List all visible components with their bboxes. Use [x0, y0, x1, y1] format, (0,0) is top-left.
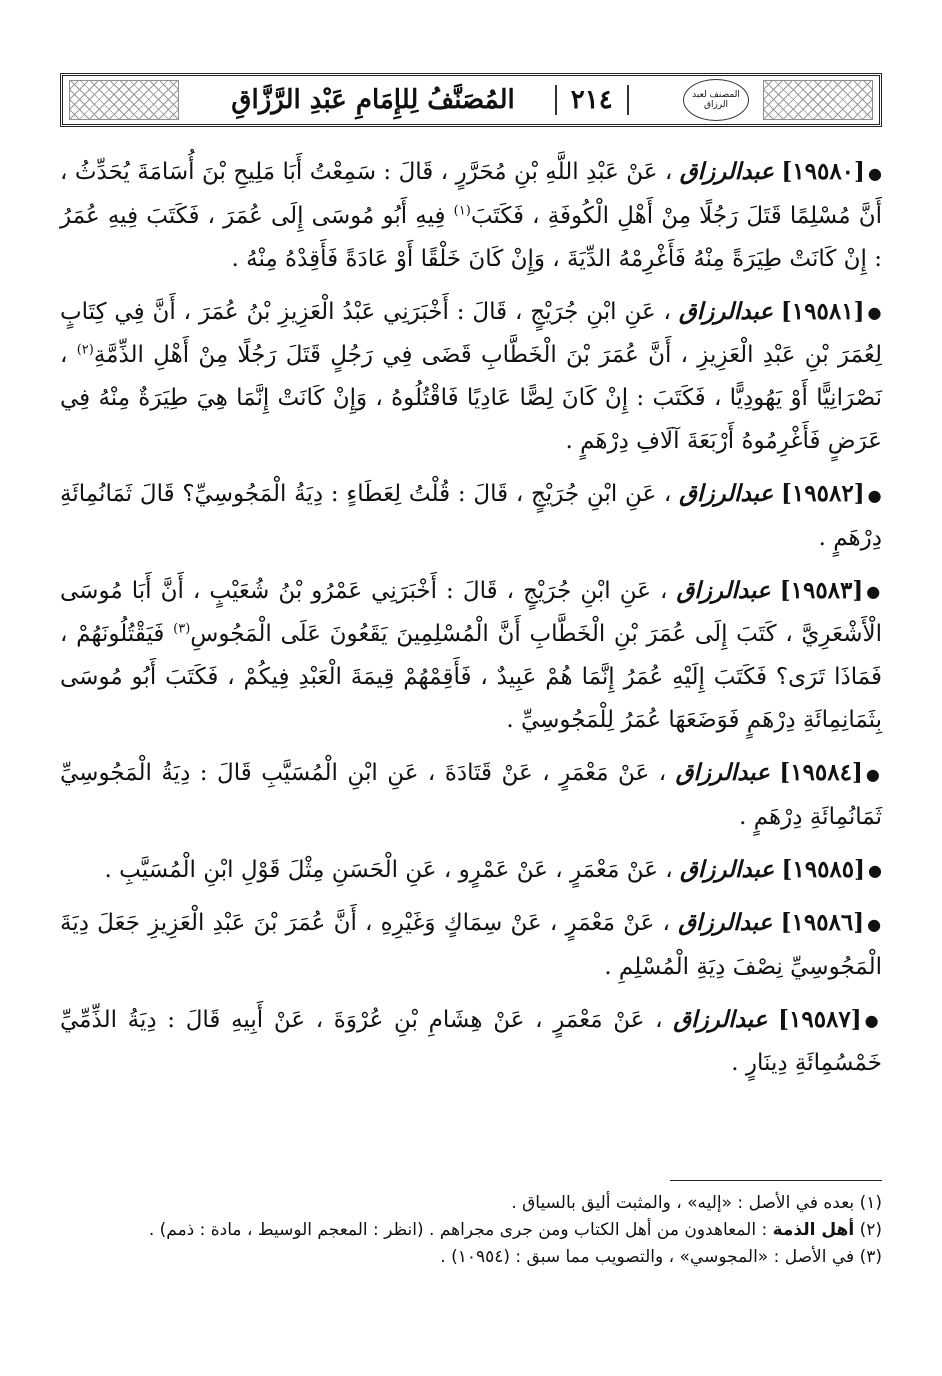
bullet-icon: ●: [868, 861, 882, 880]
hadith-text-cont: فَيَقْتُلُونَهُمْ ، فَمَاذَا تَرَى؟ فَكَتَبَ إِلَيْهِ عُمَرُ إِنَّمَا هُمْ عَبِيدٌ ، فَأَقِمْهُمْ قِيمَةَ الْعَبْدِ فِيكُمْ ، فَكَتَبَ أَبُو مُوسَى بِثَمَانِمِائَةِ دِرْهَمٍ فَوَضَعَهَا عُمَرُ لِلْمَجُوسِيِّ .: [60, 621, 882, 733]
hadith-number: [١٩٥٨٤]: [779, 759, 863, 786]
hadith-number: [١٩٥٨٠]: [781, 158, 865, 185]
footnote-ref: (١): [453, 202, 471, 218]
hadith-entry: [60, 901, 882, 989]
hadith-number: [١٩٥٨١]: [780, 297, 865, 325]
bullet-icon: ●: [867, 163, 883, 183]
bullet-icon: ●: [867, 485, 882, 505]
footnote-text: بعده في الأصل : «إليه» ، والمثبت أليق بالسياق .: [511, 1193, 855, 1213]
page-header: [60, 73, 882, 127]
footnote-marker: (٢): [859, 1220, 882, 1240]
ornament-right: [763, 80, 873, 120]
hadith-text: ، عَنْ عَبْدِ اللَّهِ بْنِ مُحَرَّرٍ ، قَالَ : سَمِعْتُ أَبَا مَلِيحِ بْنَ أُسَامَةَ يُحَدِّثُ ، أَنَّ مُسْلِمًا قَتَلَ رَجُلًا مِنْ أَهْلِ الْكُوفَةِ ، فَكَتَبَ: [60, 159, 883, 229]
bullet-icon: ●: [867, 914, 883, 934]
hadith-number: [١٩٥٨٥]: [781, 855, 866, 883]
hadith-text: ، عَنْ مَعْمَرٍ ، عَنْ عَمْرٍو ، عَنِ الْحَسَنِ مِثْلَ قَوْلِ ابْنِ الْمُسَيَّبِ .: [104, 856, 673, 883]
hadith-text: ، عَنْ مَعْمَرٍ ، عَنْ سِمَاكٍ وَغَيْرِهِ ، أَنَّ عُمَرَ بْنَ عَبْدِ الْعَزِيزِ جَعَلَ دِيَةَ الْمَجُوسِيِّ نِصْفَ دِيَةِ الْمُسْلِمِ .: [60, 910, 882, 980]
hadith-entry: [60, 472, 882, 560]
hadith-text: ، عَنِ ابْنِ جُرَيْجٍ ، قَالَ : قُلْتُ لِعَطَاءٍ : دِيَةُ الْمَجُوسِيِّ؟ قَالَ ثَمَانُمِائَةِ دِرْهَمٍ .: [60, 481, 882, 551]
bullet-icon: ●: [865, 764, 883, 784]
hadith-text-cont: ، نَصْرَانِيًّا أَوْ يَهُودِيًّا ، فَكَتَبَ : إِنْ كَانَ لِصًّا عَادِيًا فَاقْتُلُوهُ ، وَإِنْ كَانَتْ إِنَّمَا هِيَ طِيَرَةٌ مِنْهُ فِي عَرَضٍ فَأَغْرِمُوهُ أَرْبَعَةَ آلَافِ دِرْهَمٍ .: [60, 342, 882, 454]
page-number: ٢١٤: [555, 85, 629, 115]
hadith-source: عبدالرزاق: [678, 909, 773, 936]
footnote-marker: (٣): [859, 1247, 882, 1267]
seal-logo: المصنف لعبد الرزاق: [683, 79, 749, 121]
hadith-source: عبدالرزاق: [679, 855, 775, 883]
hadith-entry: [60, 998, 882, 1086]
footnote: [60, 1244, 882, 1271]
hadith-number: [١٩٥٨٧]: [778, 1005, 862, 1033]
hadith-number: [١٩٥٨٣]: [779, 576, 864, 604]
footnote-marker: (١): [859, 1193, 882, 1213]
footnote-keyword: أهل الذمة: [772, 1220, 855, 1240]
hadith-number: [١٩٥٨٦]: [780, 909, 865, 936]
hadith-text-cont: فِيهِ أَبُو مُوسَى إِلَى عُمَرَ ، فَكَتَبَ فِيهِ عُمَرُ : إِنْ كَانَتْ طِيَرَةً مِنْهُ فَأَغْرِمْهُ الدِّيَةَ ، وَإِنْ كَانَ خَلْقًا أَوْ عَادَةً فَأَقِدْهُ مِنْهُ .: [60, 202, 882, 272]
hadith-entry: [60, 751, 882, 839]
bullet-icon: ●: [866, 582, 882, 601]
footnote-text: في الأصل : «المجوسي» ، والتصويب مما سبق : (١٠٩٥٤) .: [440, 1247, 855, 1267]
hadith-text: ، عَنْ مَعْمَرٍ ، عَنْ قَتَادَةَ ، عَنِ ابْنِ الْمُسَيَّبِ قَالَ : دِيَةُ الْمَجُوسِيِّ ثَمَانُمِائَةِ دِرْهَمٍ .: [60, 760, 882, 830]
footnote-ref: (٣): [173, 621, 191, 637]
bullet-icon: ●: [867, 303, 882, 322]
hadith-source: عبدالرزاق: [678, 297, 774, 325]
ornament-left: [69, 80, 179, 120]
book-title: المُصَنَّفُ لِلإِمَامِ عَبْدِ الرَّزَّاقِ: [231, 85, 515, 115]
hadith-source: عبدالرزاق: [673, 1005, 768, 1033]
hadith-entry: [60, 848, 882, 893]
footnotes: [60, 1190, 882, 1271]
hadith-source: عبدالرزاق: [676, 576, 771, 604]
hadith-text: ، عَنِ ابْنِ جُرَيْجٍ ، قَالَ : أَخْبَرَنِي عَمْرُو بْنُ شُعَيْبٍ ، أَنَّ أَبَا مُوسَى الْأَشْعَرِيَّ ، كَتَبَ إِلَى عُمَرَ بْنِ الْخَطَّابِ أَنَّ الْمُسْلِمِينَ يَقَعُونَ عَلَى الْمَجُوسِ: [60, 577, 882, 647]
hadith-entry: [60, 290, 882, 464]
hadith-source: عبدالرزاق: [679, 480, 774, 507]
footnote-text: : المعاهدون من أهل الكتاب ومن جرى مجراهم . (انظر : المعجم الوسيط ، مادة : ذمم) .: [148, 1220, 768, 1240]
hadith-list: [60, 150, 882, 1094]
footnote: [60, 1217, 882, 1244]
footnote-divider: [670, 1180, 882, 1181]
hadith-source: عبدالرزاق: [679, 158, 774, 185]
hadith-text: ، عَنْ مَعْمَرٍ ، عَنْ هِشَامِ بْنِ عُرْوَةَ ، عَنْ أَبِيهِ قَالَ : دِيَةُ الذِّمِّيِّ خَمْسُمِائَةِ دِينَارٍ .: [60, 1006, 882, 1076]
bullet-icon: ●: [864, 1011, 882, 1030]
footnote: [60, 1190, 882, 1217]
hadith-number: [١٩٥٨٢]: [781, 480, 865, 507]
footnote-ref: (٢): [76, 342, 94, 358]
hadith-entry: [60, 569, 882, 743]
hadith-text: ، عَنِ ابْنِ جُرَيْجٍ ، قَالَ : أَخْبَرَنِي عَبْدُ الْعَزِيزِ بْنُ عُمَرَ ، أَنَّ فِي كِتَابٍ لِعُمَرَ بْنِ عَبْدِ الْعَزِيزِ ، أَنَّ عُمَرَ بْنَ الْخَطَّابِ قَضَى فِي رَجُلٍ قَتَلَ رَجُلًا مِنْ أَهْلِ الذِّمَّةِ: [60, 298, 883, 368]
header-center: [185, 85, 675, 115]
hadith-entry: [60, 150, 882, 281]
hadith-source: عبدالرزاق: [675, 759, 770, 786]
